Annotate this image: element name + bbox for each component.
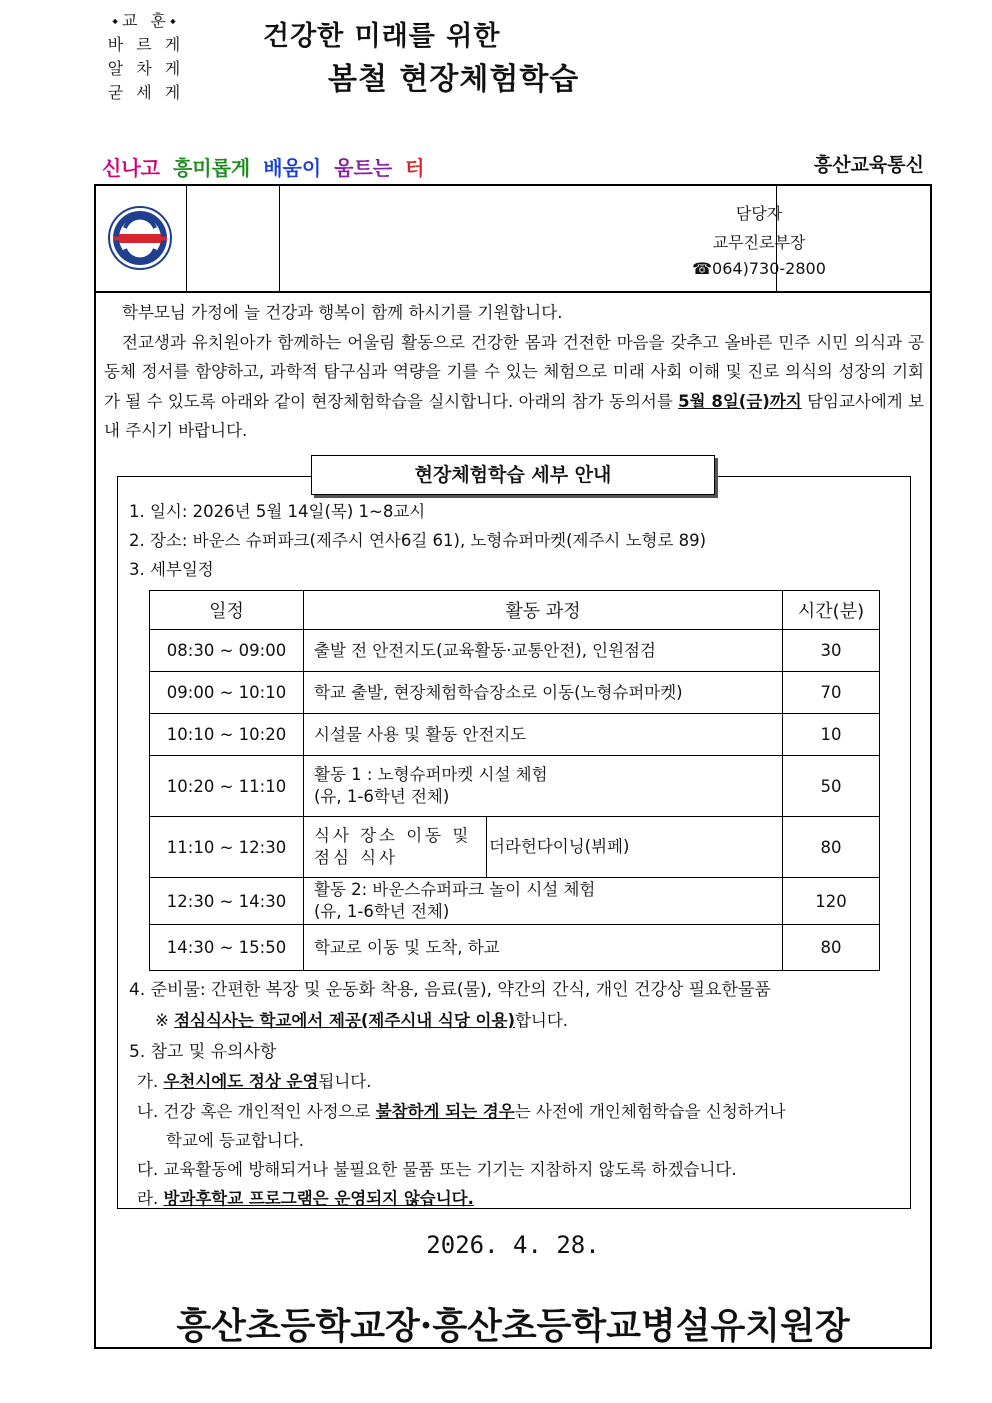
row-time: 09:00 ~ 10:10 [150,672,304,714]
activity-line: 식사 장소 이동 및 [314,826,472,845]
row-minutes: 30 [783,630,880,672]
row-place: 더라헌다이닝(뷔페) [487,817,783,878]
note-prefix: 나. 건강 혹은 개인적인 사정으로 [137,1102,376,1121]
note-suffix: 는 사전에 개인체험학습을 신청하거나 [514,1102,786,1121]
greeting: 학부모님 가정에 늘 건강과 행복이 함께 하시기를 기원합니다. [122,303,563,322]
note-prefix: 가. [137,1072,164,1091]
motto-heading: ⬩교 훈⬩ [112,11,180,30]
row-time: 10:20 ~ 11:10 [150,756,304,817]
row-activity [304,756,783,817]
row-activity [304,878,783,925]
row-minutes: 120 [783,878,880,925]
detail-notes-heading: 5. 참고 및 유의사항 [129,1042,277,1062]
activity-line: 점심 식사 [314,848,399,867]
contact-phone: ☎064)730-2800 [692,259,826,278]
note-emphasis: 불참하게 되는 경우 [375,1102,515,1121]
row-minutes: 80 [783,817,880,878]
note-suffix: 합니다. [514,1011,569,1030]
row-activity: 학교 출발, 현장체험학습장소로 이동(노형슈퍼마켓) [304,672,783,714]
activity-line: 활동 2: 바운스슈퍼파크 놀이 시설 체험 [314,880,596,899]
lunch-note-emphasis: 점심식사는 학교에서 제공(제주시내 식당 이용) [174,1011,515,1030]
row-time: 10:10 ~ 10:20 [150,714,304,756]
detail-place: 2. 장소: 바운스 슈퍼파크(제주시 연사6길 61), 노형슈퍼마켓(제주시 노형로 89) [129,531,707,550]
motto-line: 알 차 게 [107,59,185,78]
col-header-minutes: 시간(분) [783,591,880,630]
table-row [150,878,880,925]
detail-schedule-heading: 3. 세부일정 [129,560,214,579]
row-minutes: 10 [783,714,880,756]
details-box-title: 현장체험학습 세부 안내 [311,455,715,495]
row-time: 08:30 ~ 09:00 [150,630,304,672]
title-line-1: 건강한 미래를 위한 [263,21,501,52]
school-motto [104,9,188,105]
row-time: 12:30 ~ 14:30 [150,878,304,925]
deadline: 5월 8일(금)까지 [678,391,802,411]
table-row [150,714,880,756]
activity-line: (유, 1-6학년 전체) [314,902,450,921]
note-ga [137,1068,371,1092]
note-emphasis: 방과후학교 프로그램은 운영되지 않습니다. [163,1189,474,1208]
table-row [150,630,880,672]
activity-line: 활동 1 : 노형슈퍼마켓 시설 체험 [314,765,548,784]
school-logo-icon [94,184,186,291]
detail-supplies: 4. 준비물: 간편한 복장 및 운동화 착용, 음료(물), 약간의 간식, 개인 건강상 필요한물품 [129,980,771,1000]
row-time: 14:30 ~ 15:50 [150,925,304,971]
note-prefix: 라. [137,1189,164,1208]
row-minutes: 50 [783,756,880,817]
slogan-word: 배움이 [263,156,322,180]
intro-body-end: 담임교사에게 보내 주시기 바랍니다. [104,391,924,440]
motto-line: 바 르 게 [107,35,185,54]
table-row [150,925,880,971]
contact-label: 담당자 [735,204,783,223]
slogan [102,152,430,181]
motto-cell [186,184,280,291]
row-activity: 출발 전 안전지도(교육활동·교통안전), 인원점검 [304,630,783,672]
row-activity: 학교로 이동 및 도착, 하교 [304,925,783,971]
row-activity: 시설물 사용 및 활동 안전지도 [304,714,783,756]
row-time: 11:10 ~ 12:30 [150,817,304,878]
slogan-word: 터 [405,156,425,180]
slogan-word: 움트는 [334,156,393,180]
table-header-row [150,591,880,630]
signature: 흥산초등학교장·흥산초등학교병설유치원장 [176,1305,850,1347]
slogan-word: 신나고 [102,156,160,180]
logo-cell [94,184,187,291]
intro-paragraph [104,328,924,446]
col-header-activity: 활동 과정 [304,591,783,630]
note-ra [137,1185,474,1209]
row-minutes: 80 [783,925,880,971]
activity-line: (유, 1-6학년 전체) [314,787,450,806]
issue-date: 2026. 4. 28. [426,1231,600,1259]
col-header-time: 일정 [150,591,304,630]
schedule-table [149,590,880,971]
note-suffix: 됩니다. [318,1072,372,1091]
note-emphasis: 우천시에도 정상 운영 [163,1072,319,1091]
detail-date: 1. 일시: 2026년 5월 14일(목) 1~8교시 [129,502,426,521]
table-row [150,756,880,817]
row-minutes: 70 [783,672,880,714]
slogan-word: 흥미롭게 [172,156,251,180]
motto-line: 굳 세 게 [107,83,185,102]
note-da: 다. 교육활동에 방해되거나 불필요한 물품 또는 기기는 지참하지 않도록 하겠습니다. [137,1160,737,1179]
note-na [137,1098,785,1122]
intro-text [104,298,924,446]
contact-dept: 교무진로부장 [712,233,806,252]
table-row [150,817,880,878]
lunch-note [155,1007,568,1031]
intro-body: 전교생과 유치원아가 함께하는 어울림 활동으로 건강한 몸과 건전한 마음을 갖추고 올바른 민주 시민 의식과 공동체 정서를 함양하고, 과학적 탐구심과 역량을 기를 수 있는 체험으로 미래 사회 이해 및 진로 의식의 성장의 기회가 될 수 있도록 아래와 같이 현장체험학습을 실시합니다. 아래의 참가 동의서를 [104,332,924,411]
note-na-continued: 학교에 등교합니다. [166,1131,305,1150]
table-row [150,672,880,714]
title-line-2: 봄철 현장체험학습 [328,62,580,97]
row-activity [304,817,487,878]
note-prefix: ※ [155,1011,175,1030]
newsletter-name: 흥산교육통신 [813,154,924,176]
